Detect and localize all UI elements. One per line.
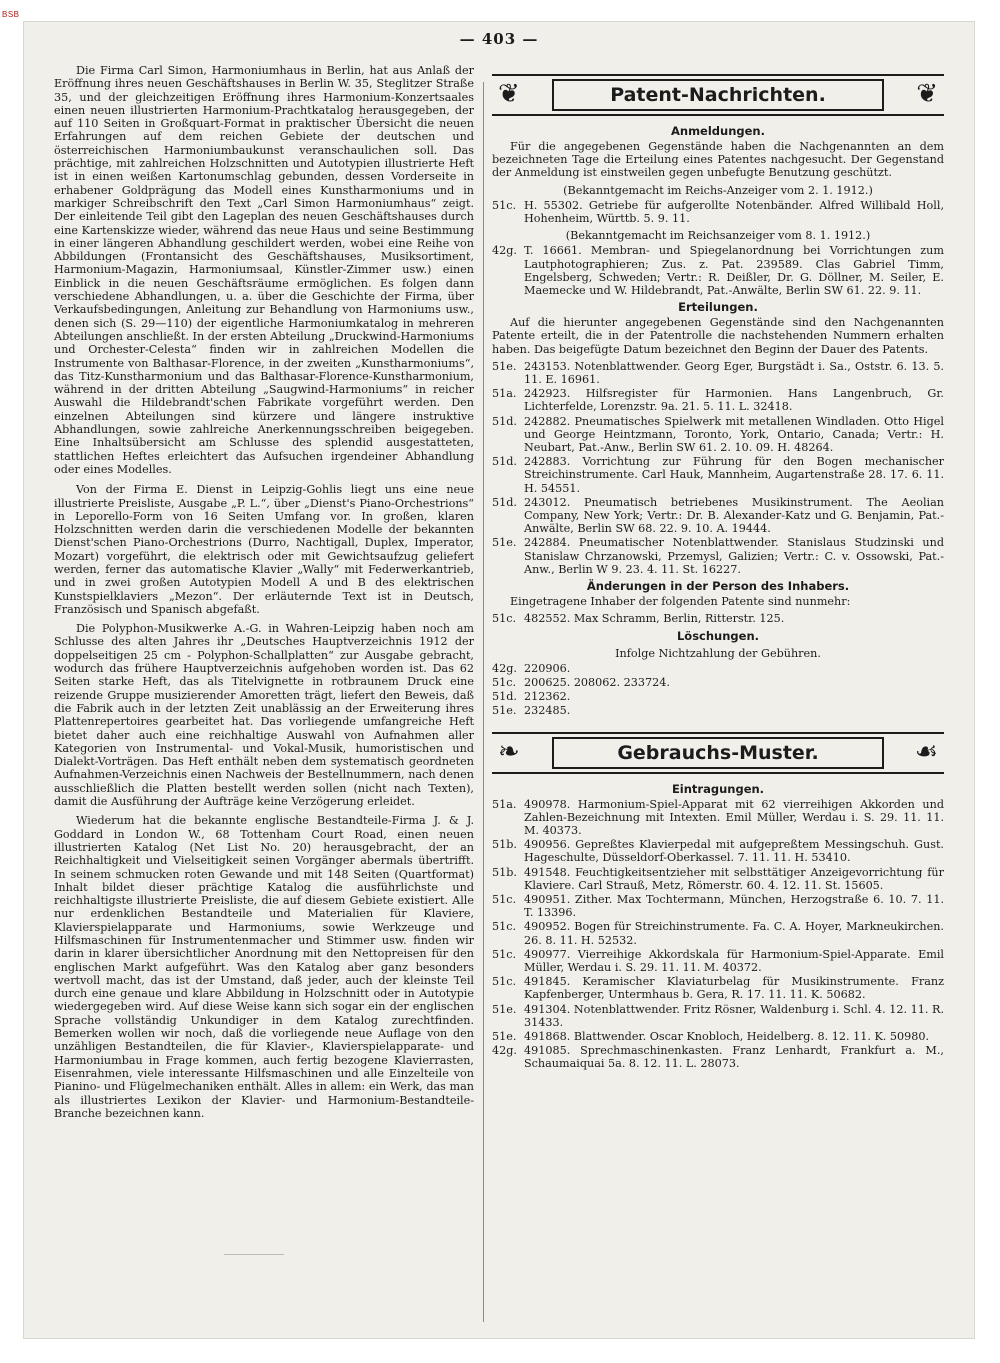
entry-text: 212362. [524, 690, 571, 704]
entry-text: 482552. Max Schramm, Berlin, Ritterstr. 125. [524, 612, 785, 626]
article-carl-simon: Die Firma Carl Simon, Harmoniumhaus in Berlin, hat aus Anlaß der Eröffnung ihres neuen Geschäftshauses in Berlin W. 35, Steglitzer Straße 35, und der gleichzeitigen Eröffnung ihres Harmonium-Konzertsaales einen neuen illustrierten Harmonium-Prachtkatalog herausgegeben, der auf 110 Seiten in Großquart-Format in praktischer Übersicht die neuen Erfahrungen auf dem reichen Gebiete der deutschen und österreichischen Harmoniumbaukunst veranschaulichen soll. Das prächtige, mit zahlreichen Holzschnitten und Autotypien illustrierte Heft ist in einen weißen Kartonumschlag gebunden, dessen Vorderseite in erhabener Goldprägung das Modell eines Kunstharmoniums und in markiger Schreibschrift den Text „Carl Simon Harmoniumhaus“ zeigt. Der einleitende Teil gibt den Lageplan des neuen Geschäftshauses durch eine Kartenskizze wieder, während das neue Haus und seine Bestimmung in einer längeren Abhandlung geschildert werden, wobei eine Reihe von Abbildungen (Frontansicht des Geschäftshauses, Musiksortiment, Harmonium-Magazin, Harmoniumsaal, Künstler-Zimmer usw.) einen Einblick in die neuen Geschäftsräume ermöglichen. Es folgen dann verschiedene Abhandlungen, u. a. über die Geschichte der Firma, über Verkaufsbedingungen, Anleitung zur Behandlung von Harmoniums usw., denen sich (S. 29—110) der eigentliche Harmoniumkatalog in mehreren Abteilungen anschließt. In der ersten Abteilung „Druckwind-Harmoniums und Orchester-Celesta“ finden wir in zahlreichen Modellen die Instrumente von Balthasar-Florence, in der zweiten „Kunstharmoniums“, das Titz-Kunstharmonium und das Balthasar-Florence-Kunstharmonium, während in der dritten Abteilung „Saugwind-Harmoniums“ in reicher Auswahl die Hildebrandt'schen Fabrikate vorgeführt werden. Den einzelnen Abteilungen sind kürzere und längere instruktive Abhandlungen, sowie zahlreiche Anerkennungsschreiben beigegeben. Eine Inhaltsübersicht am Schlusse des splendid ausgestatteten, stattlichen Heftes erleichtert das Aufsuchen irgendeiner Abhandlung oder eines Modelles. [54, 64, 474, 476]
page-number: — 403 — [459, 30, 539, 48]
entry-text: 490956. Gepreßtes Klavierpedal mit aufgepreßtem Messingschuh. Gust. Hageschulte, Düsseldorf-Oberkassel. 7. 11. 11. H. 53410. [524, 838, 944, 865]
entry-text: T. 16661. Membran- und Spiegelanordnung bei Vorrichtungen zum Lautphotographieren; Zus. z. Pat. 239589. Clas Gabriel Timm, Engelsberg, Schweden; Vertr.: R. Deißler, Dr. G. Döllner, M. Seiler, E. Maemecke und W. Hildebrandt, Pat.-Anwälte, Berlin SW 61. 22. 9. 11. [524, 244, 944, 298]
anmeldung-entry [492, 199, 944, 225]
gebrauchs-title: Gebrauchs-Muster. [552, 737, 884, 769]
right-column [492, 74, 944, 1072]
class-number: 51b. [492, 838, 517, 852]
column-divider [483, 82, 484, 1322]
entry-text: 243012. Pneumatisch betriebenes Musikinstrument. The Aeolian Company, New York; Vertr.: Dr. B. Alexander-Katz und G. Benjamin, Pat.-Anwälte, Berlin SW 68. 22. 9. 10. A. 19444. [524, 495, 944, 536]
eintragung-entry [492, 1044, 944, 1070]
entry-text: 243153. Notenblattwender. Georg Eger, Burgstädt i. Sa., Oststr. 6. 13. 5. 11. E. 16961. [524, 359, 944, 387]
erteilungen-list [492, 360, 944, 576]
class-number: 51b. [492, 865, 517, 879]
erteilung-entry [492, 455, 944, 495]
faded-stamp-mark [224, 1254, 284, 1273]
loeschung-entry [492, 690, 944, 703]
patent-banner [492, 74, 944, 116]
class-number: 51c. [492, 975, 517, 989]
class-number: 51e. [492, 1002, 517, 1016]
entry-text: 490952. Bogen für Streichinstrumente. Fa. C. A. Hoyer, Markneukirchen. 26. 8. 11. H. 52532. [524, 920, 944, 947]
aenderungen-intro: Eingetragene Inhaber der folgenden Patente sind nunmehr: [510, 595, 851, 609]
class-number: 51c. [492, 675, 517, 689]
patent-title: Patent-Nachrichten. [552, 79, 884, 111]
entry-text: 242884. Pneumatischer Notenblattwender. Stanislaus Studzinski und Stanislaw Chrzanowski, Przemysl, Galizien; Vertr.: C. v. Ossowski, Pat.-Anw., Berlin W 9. 23. 4. 11. St. 16227. [524, 536, 944, 576]
article-goddard: Wiederum hat die bekannte englische Bestandteile-Firma J. & J. Goddard in London W., 68 Tottenham Court Road, einen neuen illustrierten Katalog (Net List No. 20) herausgebracht, der an Reichhaltigkeit und Vielseitigkeit seinen Vorgänger abermals übertrifft. In seinem schmucken roten Gewande und mit 148 Seiten (Quartformat) Inhalt bildet dieser prächtige Katalog die ausführlichste und reichhaltigste illustrierte Preisliste, die auf diesem Gebiete existiert. Alle nur erdenklichen Bestandteile und Materialien für Klaviere, Klavierspielapparate und Harmoniums, sowie Werkzeuge und Hilfsmaschinen für Instrumentenmacher und Stimmer usw. finden wir darin in klarer übersichtlicher Anordnung mit den Nettopreisen für den englischen Markt aufgeführt. Was den Katalog aber ganz besonders wertvoll macht, das ist der Umstand, daß jeder, auch der kleinste Teil durch eine genaue und klare Abbildung in Holzschnitt oder in Autotypie wiedergegeben wird. Auf diese Weise kann sich sogar ein der englischen Sprache vollständig Unkundiger in dem Katalog zurechtfinden. Bemerken wollen wir noch, daß die vorliegende neue Auflage von den unzähligen Bestandteilen, die für Klavier-, Klavierspielapparate- und Harmoniumbau in Frage kommen, auch fertig bezogene Klavierrasten, Eisenrahmen, viele interessante Hilfsmaschinen und alle Einzelteile von Pianino- und Flügelmechaniken enthält. Alles in allem: ein Werk, das man als illustriertes Lexikon der Klavier- und Harmonium-Bestandteile-Branche bezeichnen kann. [54, 814, 474, 1120]
library-mark: BSB [2, 10, 20, 19]
anmeldungen-heading: Anmeldungen. [670, 124, 765, 138]
eintragung-entry [492, 838, 944, 864]
aenderung-entry [492, 612, 944, 625]
class-number: 51c. [492, 198, 517, 212]
aenderungen-list [492, 612, 944, 625]
gebrauchs-banner [492, 732, 944, 774]
class-number: 51e. [492, 536, 517, 550]
anmeldungen-list-1 [492, 199, 944, 225]
class-number: 42g. [492, 244, 517, 258]
class-number: 51d. [492, 455, 517, 469]
class-number: 51c. [492, 920, 517, 934]
entry-text: 232485. [524, 704, 571, 718]
eintragung-entry [492, 1003, 944, 1029]
entry-text: 490951. Zither. Max Tochtermann, München, Herzogstraße 6. 10. 7. 11. T. 13396. [524, 892, 944, 920]
entry-text: 242882. Pneumatisches Spielwerk mit metallenen Windladen. Otto Higel und George Heintzmann, Toronto, York, Ontario, Canada; Vertr.: H. Neubart, Pat.-Anw., Berlin SW 61. 2. 10. 09. H. 48264. [524, 414, 944, 455]
erteilung-entry [492, 387, 944, 413]
eintragung-entry [492, 798, 944, 838]
erteilungen-heading: Erteilungen. [678, 300, 758, 315]
loeschung-entry [492, 704, 944, 717]
entry-text: H. 55302. Getriebe für aufgerollte Notenbänder. Alfred Willibald Holl, Hohenheim, Württb. 5. 9. 11. [524, 198, 944, 226]
entry-text: 242883. Vorrichtung zur Führung für den Bogen mechanischer Streichinstrumente. Carl Hauk, Mannheim, Augartenstraße 28. 17. 6. 11. H. 54551. [524, 455, 944, 495]
entry-text: 491868. Blattwender. Oscar Knobloch, Heidelberg. 8. 12. 11. K. 50980. [524, 1029, 930, 1043]
class-number: 51e. [492, 359, 517, 373]
eintragung-entry [492, 948, 944, 974]
notice-reichsanzeiger-2: (Bekanntgemacht im Reichsanzeiger vom 8. 1. 1912.) [565, 229, 871, 243]
entry-text: 491304. Notenblattwender. Fritz Rösner, Waldenburg i. Schl. 4. 12. 11. R. 31433. [524, 1002, 944, 1029]
class-number: 51a. [492, 797, 517, 811]
entry-text: 491845. Keramischer Klaviaturbelag für Musikinstrumente. Franz Kapfenberger, Untermhaus b. Gera, R. 17. 11. 11. K. 50682. [524, 975, 944, 1002]
entry-text: 490977. Vierreihige Akkordskala für Harmonium-Spiel-Apparate. Emil Müller, Werdau i. S. 29. 11. 11. M. 40372. [524, 947, 944, 974]
entry-text: 491085. Sprechmaschinenkasten. Franz Lenhardt, Frankfurt a. M., Schaumaiquai 5a. 8. 12. 11. L. 28073. [524, 1044, 944, 1071]
left-column [54, 64, 474, 1126]
eintragung-entry [492, 975, 944, 1001]
entry-text: 491548. Feuchtigkeitsentzieher mit selbsttätiger Anzeigevorrichtung für Klaviere. Carl Strauß, Metz, Römerstr. 60. 4. 12. 11. St. 15605. [524, 865, 944, 892]
entry-text: 220906. [524, 661, 571, 675]
entry-text: 490978. Harmonium-Spiel-Apparat mit 62 vierreihigen Akkorden und Zahlen-Bezeichnung mit Intexten. Emil Müller, Werdau i. S. 29. 11. 11. M. 40373. [524, 797, 944, 837]
eintragung-entry [492, 920, 944, 946]
notice-reichsanzeiger-1: (Bekanntgemacht im Reichs-Anzeiger vom 2. 1. 1912.) [563, 183, 873, 197]
loeschung-entry [492, 662, 944, 675]
ornament-right-icon: ☙ [914, 736, 938, 767]
loeschungen-heading: Löschungen. [676, 628, 760, 643]
class-number: 51c. [492, 892, 517, 906]
entry-text: 242923. Hilfsregister für Harmonien. Hans Langenbruch, Gr. Lichterfelde, Lorenzstr. 9a. 21. 5. 11. L. 32418. [524, 387, 944, 414]
loeschungen-list [492, 662, 944, 718]
class-number: 42g. [492, 661, 517, 675]
anmeldung-entry [492, 244, 944, 297]
ornament-left-icon: ❧ [498, 736, 520, 767]
eintragungen-heading: Eintragungen. [671, 781, 765, 796]
eintragung-entry [492, 866, 944, 892]
class-number: 51c. [492, 947, 517, 961]
page-sheet [24, 22, 974, 1338]
erteilung-entry [492, 360, 944, 386]
class-number: 51e. [492, 1029, 517, 1043]
eintragung-entry [492, 893, 944, 919]
erteilung-entry [492, 536, 944, 576]
article-dienst: Von der Firma E. Dienst in Leipzig-Gohlis liegt uns eine neue illustrierte Preisliste, Ausgabe „P. L.“, über „Dienst's Piano-Orchestrions“ in Leporello-Form von 16 Seiten Umfang vor. In großen, klaren Holzschnitten werden darin die verschiedenen Modelle der bekannten Dienst'schen Piano-Orchestrions (Durro, Nachtigall, Duplex, Imperator, Mozart) vorgeführt, die elektrisch oder mit Gewichtsaufzug geliefert werden, ferner das automatische Klavier „Wally“ mit Federwerkantrieb, und in zwei großen Autotypien Modell A und B des elektrischen Kunstspielklaviers „Mezon“. Der erläuternde Text ist in Deutsch, Französisch und Spanisch abgefaßt. [54, 483, 474, 616]
erteilungen-intro: Auf die hierunter angegebenen Gegenstände sind den Nachgenannten Patente erteilt, die in der Patentrolle die nachstehenden Nummern erhalten haben. Das beigefügte Datum bezeichnet den Beginn der Dauer des Patents. [492, 316, 944, 356]
class-number: 51c. [492, 612, 517, 626]
aenderungen-heading: Änderungen in der Person des Inhabers. [586, 579, 850, 594]
ornament-right-icon: ❦ [916, 79, 938, 109]
entry-text: 200625. 208062. 233724. [524, 675, 670, 689]
eintragung-entry [492, 1030, 944, 1043]
class-number: 51a. [492, 387, 517, 401]
article-polyphon: Die Polyphon-Musikwerke A.-G. in Wahren-Leipzig haben noch am Schlusse des alten Jahres ihr „Deutsches Hauptverzeichnis 1912 der doppelseitigen 25 cm - Polyphon-Schallplatten“ zur Ausgabe gebracht, wodurch das frühere Hauptverzeichnis aufgehoben worden ist. Das 62 Seiten starke Heft, das als Titelvignette in rotbraunem Druck eine reizende Gruppe musizierender Amoretten trägt, liefert den Beweis, daß die Fabrik auch in der letzten Zeit unablässig an der Erweiterung ihres Plattenrepertoires gearbeitet hat. Das vorliegende umfangreiche Heft bietet daher auch eine reichhaltige Auswahl von Aufnahmen aller Kategorien von Instrumental- und Vokal-Musik, humoristischen und Dialekt-Vorträgen. Das Heft enthält neben dem systematisch geordneten Aufnahmen-Verzeichnis einen Nachweis der Bestellnummern, nach denen ausschließlich die Platten bestellt werden sollen (nicht nach Texten), damit die Ausführung der Aufträge keine Verzögerung erleidet. [54, 622, 474, 809]
ornament-left-icon: ❦ [498, 79, 520, 109]
erteilung-entry [492, 496, 944, 536]
class-number: 42g. [492, 1044, 517, 1058]
anmeldungen-intro: Für die angegebenen Gegenstände haben die Nachgenannten an dem bezeichneten Tage die Erteilung eines Patentes nachgesucht. Der Gegenstand der Anmeldung ist einstweilen gegen unbefugte Benutzung geschützt. [492, 140, 944, 180]
class-number: 51d. [492, 690, 517, 704]
anmeldungen-list-2 [492, 244, 944, 297]
eintragungen-list [492, 798, 944, 1071]
class-number: 51e. [492, 704, 517, 718]
loeschungen-intro: Infolge Nichtzahlung der Gebühren. [615, 646, 821, 660]
erteilung-entry [492, 415, 944, 455]
class-number: 51d. [492, 414, 517, 428]
class-number: 51d. [492, 495, 517, 509]
loeschung-entry [492, 676, 944, 689]
